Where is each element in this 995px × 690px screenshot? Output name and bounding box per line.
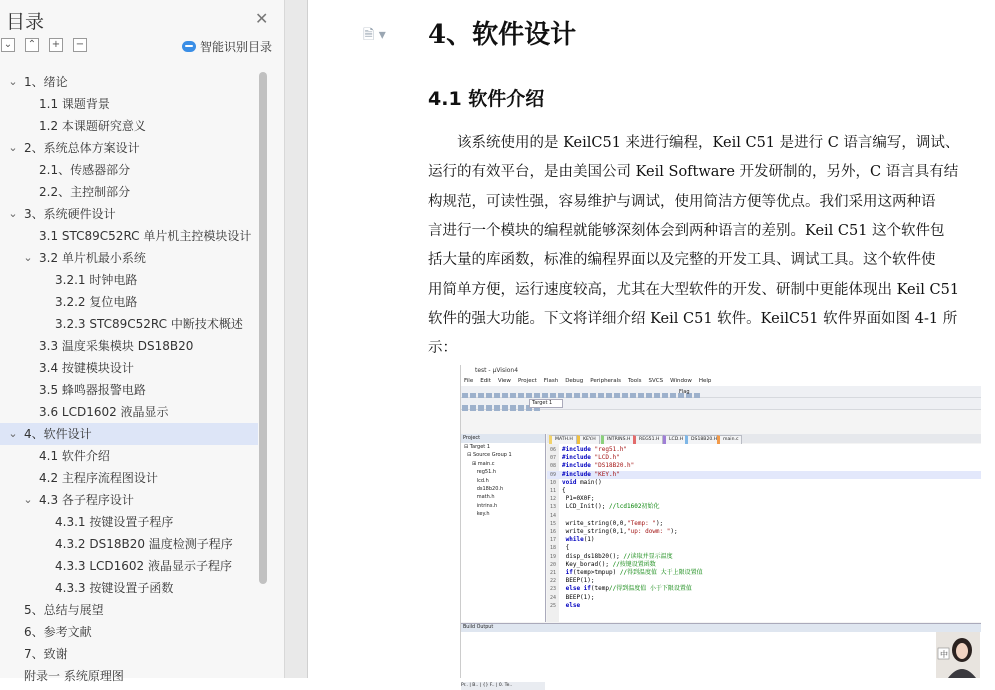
figure-window-title: test - µVision4 — [461, 365, 995, 376]
figure-code-text: #include "DS18B20.h" — [562, 462, 635, 470]
figure-menu-item: Debug — [565, 378, 584, 384]
toc-item[interactable] — [0, 401, 258, 423]
smart-toc-label: 智能识别目录 — [200, 40, 273, 54]
add-heading-button[interactable]: + — [49, 38, 63, 52]
figure-line-number: 19 — [549, 553, 556, 560]
toc-item-label: 7、致谢 — [24, 647, 68, 661]
figure-code-text: { — [562, 487, 566, 494]
figure-tree-item: key.h — [464, 511, 490, 518]
figure-line-number: 10 — [549, 479, 556, 486]
figure-code-text: write_string(0,0,"Temp: "); — [562, 519, 664, 527]
figure-find-box: Flag — [679, 389, 690, 395]
toc-item[interactable] — [0, 577, 258, 599]
figure-tree-item: reg51.h — [464, 469, 497, 476]
close-icon[interactable]: ✕ — [255, 9, 269, 28]
paragraph-line: 言进行一个模块的编程就能够深刻体会到两种语言的差别。Keil C51 这个软件包 — [428, 222, 945, 239]
figure-line-number: 07 — [549, 455, 556, 462]
figure-code-text: write_string(0,1,"up: dowm: "); — [562, 528, 678, 535]
figure-code-text: P1=0X0F; — [562, 495, 595, 503]
chevron-down-icon[interactable]: ⌄ — [8, 427, 18, 440]
toc-item[interactable] — [0, 93, 258, 115]
figure-code-text: while(1) — [565, 536, 595, 544]
paragraph-line: 示： — [428, 340, 457, 357]
toc-sidebar — [0, 0, 285, 683]
ai-cloud-icon — [182, 41, 196, 52]
toc-item-label: 3.2.2 复位电路 — [55, 295, 138, 309]
figure-menu-item: Project — [517, 378, 537, 384]
toc-item[interactable] — [0, 489, 258, 511]
toc-item-label: 3.2 单片机最小系统 — [39, 251, 146, 265]
figure-line-number: 15 — [549, 520, 556, 527]
figure-menu-item: File — [464, 378, 474, 384]
toc-item-label: 5、总结与展望 — [24, 603, 104, 617]
figure-line-number: 12 — [549, 496, 556, 503]
figure-menu-item: Edit — [480, 378, 491, 384]
toc-title: 目录 — [6, 11, 45, 33]
figure-code-editor — [547, 444, 981, 622]
figure-menu-bar — [461, 376, 981, 386]
figure-line-number: 06 — [549, 447, 556, 453]
figure-code-line — [547, 544, 569, 552]
figure-code-text: else — [565, 601, 581, 609]
figure-editor-tabs — [547, 434, 981, 443]
paragraph-line: 软件的强大功能。下文将详细介绍 Keil C51 软件。KeilC51 软件界面如图 4-1 所 — [428, 310, 958, 327]
toc-item-label: 1、绪论 — [24, 75, 68, 89]
figure-line-number: 16 — [549, 529, 556, 535]
toc-item[interactable] — [0, 643, 258, 665]
paragraph-line: 构规范，可读性强，容易维护与调试，使用简洁方便等优点。我们采用这两种语 — [428, 193, 936, 210]
toc-item-label: 3.6 LCD1602 液晶显示 — [39, 405, 169, 419]
figure-editor-tab: KEY.H — [577, 435, 600, 445]
figure-line-number: 13 — [549, 504, 556, 511]
toc-item[interactable] — [0, 467, 258, 489]
toc-item-label: 4.3.3 按键设置子函数 — [55, 581, 174, 595]
figure-code-line — [547, 536, 595, 544]
toc-item-label: 附录一 系统原理图 — [24, 669, 124, 683]
toc-item-label: 3.4 按键模块设计 — [39, 361, 134, 375]
figure-code-text: Key_borad(); //按键设置函数 — [562, 560, 656, 568]
toc-item[interactable] — [0, 511, 258, 533]
figure-code-line — [547, 594, 595, 602]
toc-item[interactable] — [0, 555, 258, 577]
toc-item-label: 3.2.3 STC89C52RC 中断技术概述 — [55, 317, 243, 331]
toc-item-label: 2.2、主控制部分 — [39, 185, 131, 199]
figure-code-line — [547, 602, 580, 610]
toc-item[interactable] — [0, 313, 258, 335]
toc-item[interactable] — [0, 621, 258, 643]
paragraph-line: 该系统使用的是 KeilC51 来进行编程，Keil C51 是进行 C 语言编写，调试、 — [428, 135, 960, 151]
toc-item[interactable] — [0, 71, 258, 93]
chevron-down-icon[interactable]: ⌄ — [8, 207, 18, 220]
figure-tree-item: math.h — [464, 494, 495, 501]
figure-build-header: Build Output — [461, 624, 981, 632]
figure-project-header: Project — [461, 434, 545, 443]
toc-item[interactable] — [0, 269, 258, 291]
toc-item-label: 3.5 蜂鸣器报警电路 — [39, 383, 146, 397]
figure-code-text: #include "reg51.h" — [562, 446, 628, 453]
toc-item-label: 2.1、传感器部分 — [39, 163, 131, 177]
figure-menu-item: Help — [698, 378, 712, 384]
chevron-down-icon[interactable]: ⌄ — [8, 141, 18, 154]
paragraph-line: 用简单方便，运行速度较高，尤其在大型软件的开发、研制中更能体现出 Keil C51 — [428, 281, 960, 298]
toc-item-label: 3、系统硬件设计 — [24, 207, 116, 221]
figure-line-number: 17 — [549, 537, 556, 544]
figure-code-line — [547, 446, 627, 454]
figure-line-number: 25 — [549, 602, 556, 609]
figure-code-line — [547, 471, 981, 479]
document-menu-icon[interactable]: 🗎 ▾ — [363, 27, 386, 43]
figure-code-line — [547, 585, 692, 593]
toc-scrollbar[interactable] — [258, 70, 268, 670]
assistant-avatar[interactable] — [936, 632, 980, 678]
toc-item-label: 6、参考文献 — [24, 625, 92, 639]
toc-item-label: 4.3.3 LCD1602 液晶显示子程序 — [55, 559, 233, 573]
collapse-all-button[interactable]: ⌄ — [1, 38, 15, 52]
figure-line-number: 18 — [549, 545, 556, 552]
toc-item[interactable] — [0, 423, 258, 445]
remove-heading-button[interactable]: − — [73, 38, 87, 52]
page-gutter — [285, 0, 308, 678]
figure-line-number: 22 — [549, 578, 556, 585]
toc-item-label: 4.3 各子程序设计 — [39, 493, 134, 507]
figure-menu-item: View — [497, 378, 511, 384]
figure-code-line — [547, 454, 620, 462]
figure-tree-item: ⊞ main.c — [464, 460, 495, 467]
toc-item[interactable] — [0, 357, 258, 379]
figure-menu-item: Tools — [627, 378, 642, 384]
figure-code-text: LCD_Init(); //lcd1602初始化 — [562, 503, 660, 511]
figure-line-number: 20 — [549, 561, 556, 568]
toc-item-label: 3.1 STC89C52RC 单片机主控模块设计 — [39, 229, 252, 243]
toc-item[interactable] — [0, 159, 258, 181]
figure-line-number: 23 — [549, 586, 556, 593]
avatar-icon — [936, 632, 980, 678]
figure-menu-item: SVCS — [648, 378, 664, 384]
figure-code-line — [547, 479, 602, 487]
figure-code-text: #include "KEY.h" — [562, 470, 620, 478]
heading-1: 4、软件设计 — [428, 20, 577, 50]
figure-code-line — [547, 520, 663, 528]
figure-build-output — [461, 623, 981, 679]
expand-all-button[interactable]: ⌃ — [25, 38, 39, 52]
figure-tree-item: lcd.h — [464, 477, 489, 484]
figure-tree-item: intrins.h — [464, 502, 498, 509]
toc-item[interactable] — [0, 379, 258, 401]
figure-line-number: 11 — [549, 488, 556, 494]
smart-toc-button[interactable] — [182, 38, 272, 55]
figure-menu-item: Flash — [543, 378, 559, 384]
toc-item-label: 4.3.2 DS18B20 温度检测子程序 — [55, 537, 233, 551]
figure-line-number: 21 — [549, 570, 556, 576]
figure-code-text: BEEP(1); — [562, 593, 595, 601]
chevron-down-icon[interactable]: ⌄ — [8, 75, 18, 88]
figure-code-line — [547, 487, 566, 495]
toc-item[interactable] — [0, 181, 258, 203]
toc-item-label: 1.2 本课题研究意义 — [39, 119, 146, 133]
toc-item[interactable] — [0, 115, 258, 137]
figure-editor-tab: REG51.H — [633, 435, 663, 445]
document-page — [308, 0, 980, 688]
toc-item[interactable] — [0, 445, 258, 467]
toc-item[interactable] — [0, 247, 258, 269]
figure-editor-tab: INTRINS.H — [601, 435, 634, 445]
paragraph-line: 运行的有效平台，是由美国公司 Keil Software 开发研制的，另外，C 语言具有结 — [428, 164, 959, 181]
figure-code-text: else if(temp//得到温度值 小于下限设置值 — [565, 585, 692, 593]
figure-code-line — [547, 512, 562, 520]
svg-text:中: 中 — [940, 650, 948, 659]
toc-item[interactable] — [0, 533, 258, 555]
toc-scrollbar-thumb[interactable] — [259, 72, 267, 584]
toc-item[interactable] — [0, 137, 258, 159]
figure-code-text: void main() — [562, 478, 602, 486]
figure-menu-item: Peripherals — [590, 378, 621, 384]
toc-item[interactable] — [0, 203, 258, 225]
figure-tree-item: ds18b20.h — [464, 486, 504, 493]
figure-code-line — [547, 462, 634, 470]
figure-code-text: #include "LCD.h" — [562, 454, 620, 462]
chevron-down-icon[interactable]: ⌄ — [23, 493, 33, 506]
toc-item-label: 4.3.1 按键设置子程序 — [55, 515, 174, 529]
toc-item-label: 3.3 温度采集模块 DS18B20 — [39, 339, 194, 353]
figure-code-line — [547, 569, 703, 577]
figure-project-footer: Pr.. | B.. | {} F.. | 0. Te.. — [461, 682, 545, 690]
figure-tree-item: ⊟ Source Group 1 — [464, 452, 512, 459]
toc-item-label: 4、软件设计 — [24, 427, 92, 441]
toc-list — [0, 71, 258, 687]
figure-tree-item: ⊟ Target 1 — [464, 444, 491, 450]
chevron-down-icon[interactable]: ⌄ — [23, 251, 33, 264]
figure-code-text: BEEP(1); — [562, 577, 595, 585]
toc-item[interactable] — [0, 335, 258, 357]
toc-item-label: 2、系统总体方案设计 — [24, 141, 140, 155]
figure-editor-tab: MATH.H — [549, 435, 577, 445]
figure-target-select: Target 1 — [529, 399, 563, 408]
toc-item[interactable] — [0, 291, 258, 313]
figure-menu-item: Window — [670, 378, 692, 384]
figure-code-text: disp_ds18b20(); //读取并显示温度 — [562, 552, 673, 560]
paragraph-line: 括大量的库函数，标准的编程界面以及完整的开发工具、调试工具。这个软件使 — [428, 252, 936, 269]
heading-2: 4.1 软件介绍 — [428, 88, 545, 110]
figure-editor-tab: LCD.H — [663, 435, 687, 445]
figure-code-line — [547, 553, 673, 561]
toc-item-label: 3.2.1 时钟电路 — [55, 273, 138, 287]
toc-item-label: 4.2 主程序流程图设计 — [39, 471, 158, 485]
figure-line-number: 08 — [549, 463, 556, 470]
toc-item[interactable] — [0, 599, 258, 621]
keil-screenshot-figure — [460, 365, 981, 688]
figure-code-line — [547, 528, 678, 536]
figure-editor-tab: DS18B20.H — [685, 435, 721, 445]
figure-code-text: if(temp>tmpup) //得到温度值 大于上限设置值 — [565, 569, 703, 576]
figure-line-number: 14 — [549, 512, 556, 519]
figure-line-number: 24 — [549, 594, 556, 601]
figure-project-tree — [461, 443, 545, 519]
figure-code-line — [547, 561, 656, 569]
toc-item-label: 1.1 课题背景 — [39, 97, 110, 111]
toc-item[interactable] — [0, 665, 258, 687]
toc-item-label: 4.1 软件介绍 — [39, 449, 110, 463]
toc-item[interactable] — [0, 225, 258, 247]
figure-code-line — [547, 503, 659, 511]
figure-line-number: 09 — [549, 471, 556, 478]
figure-toolbar-1 — [461, 386, 981, 398]
figure-code-text: { — [562, 544, 570, 552]
figure-editor-tab: main.c — [717, 435, 742, 445]
